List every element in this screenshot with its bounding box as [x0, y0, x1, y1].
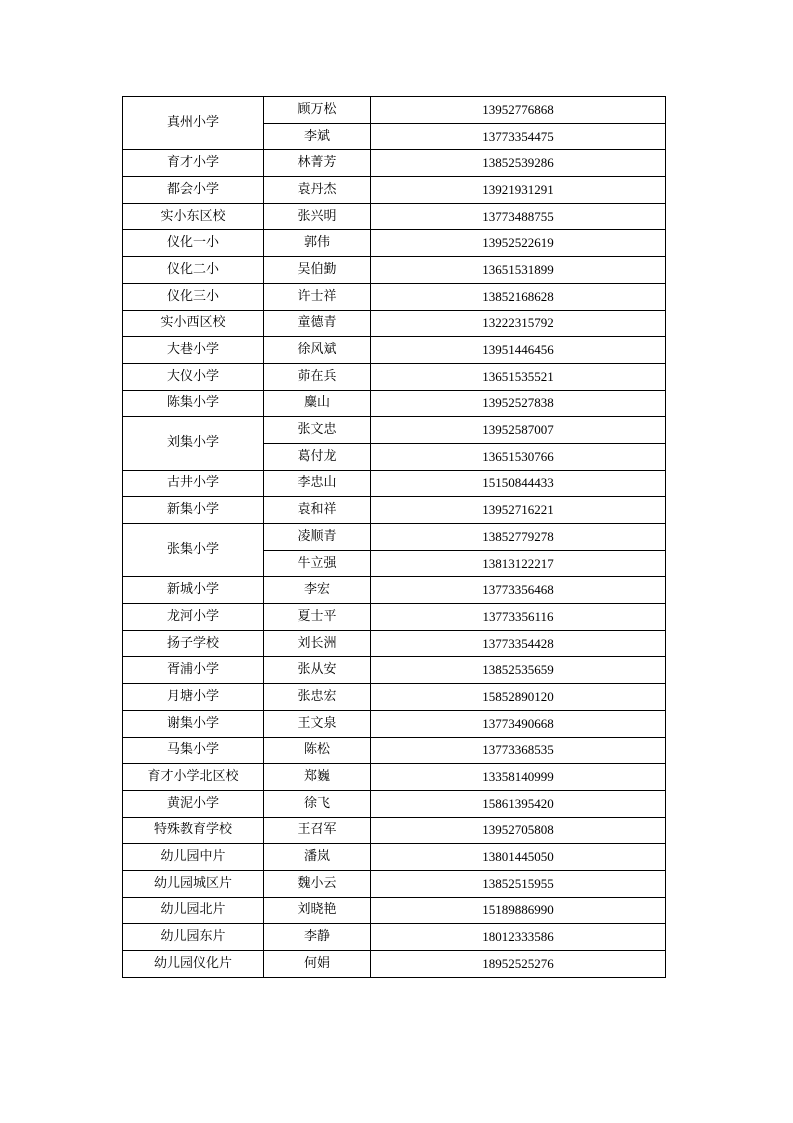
school-cell: 幼儿园中片	[123, 844, 264, 871]
school-cell: 黄泥小学	[123, 790, 264, 817]
table-row	[123, 97, 666, 124]
phone-cell: 13773490668	[371, 710, 666, 737]
school-cell: 都会小学	[123, 177, 264, 204]
table-row	[123, 897, 666, 924]
table-row	[123, 710, 666, 737]
phone-cell: 13952716221	[371, 497, 666, 524]
table-row	[123, 390, 666, 417]
phone-cell: 13852535659	[371, 657, 666, 684]
table-row	[123, 577, 666, 604]
phone-cell: 13773354428	[371, 630, 666, 657]
contact-name-cell: 郑巍	[264, 764, 371, 791]
phone-cell: 13773354475	[371, 123, 666, 150]
contact-name-cell: 凌顺青	[264, 524, 371, 551]
table-row	[123, 737, 666, 764]
school-cell: 特殊教育学校	[123, 817, 264, 844]
contacts-table	[122, 96, 666, 978]
table-row	[123, 470, 666, 497]
contact-name-cell: 张从安	[264, 657, 371, 684]
school-cell: 实小东区校	[123, 203, 264, 230]
contact-name-cell: 王召军	[264, 817, 371, 844]
table-row	[123, 657, 666, 684]
school-cell: 仪化二小	[123, 257, 264, 284]
phone-cell: 13951446456	[371, 337, 666, 364]
school-cell: 马集小学	[123, 737, 264, 764]
table-row	[123, 817, 666, 844]
phone-cell: 13773488755	[371, 203, 666, 230]
school-cell: 幼儿园仪化片	[123, 951, 264, 978]
school-cell: 育才小学北区校	[123, 764, 264, 791]
contact-name-cell: 陈松	[264, 737, 371, 764]
contact-name-cell: 李忠山	[264, 470, 371, 497]
school-cell: 实小西区校	[123, 310, 264, 337]
phone-cell: 13952522619	[371, 230, 666, 257]
phone-cell: 13773356468	[371, 577, 666, 604]
school-cell: 新集小学	[123, 497, 264, 524]
contact-name-cell: 张兴明	[264, 203, 371, 230]
phone-cell: 13651530766	[371, 443, 666, 470]
school-cell: 谢集小学	[123, 710, 264, 737]
contact-name-cell: 刘长洲	[264, 630, 371, 657]
table-row	[123, 257, 666, 284]
school-cell: 古井小学	[123, 470, 264, 497]
contact-name-cell: 徐风斌	[264, 337, 371, 364]
contact-name-cell: 潘岚	[264, 844, 371, 871]
table-row	[123, 177, 666, 204]
school-cell: 胥浦小学	[123, 657, 264, 684]
phone-cell: 18952525276	[371, 951, 666, 978]
contact-name-cell: 袁和祥	[264, 497, 371, 524]
table-row	[123, 951, 666, 978]
school-cell: 幼儿园城区片	[123, 870, 264, 897]
table-row	[123, 203, 666, 230]
contact-name-cell: 郭伟	[264, 230, 371, 257]
school-cell: 刘集小学	[123, 417, 264, 470]
contact-name-cell: 徐飞	[264, 790, 371, 817]
phone-cell: 15852890120	[371, 684, 666, 711]
table-row	[123, 417, 666, 444]
contact-name-cell: 林菁芳	[264, 150, 371, 177]
school-cell: 真州小学	[123, 97, 264, 150]
table-row	[123, 524, 666, 551]
school-cell: 月塘小学	[123, 684, 264, 711]
contact-name-cell: 李斌	[264, 123, 371, 150]
school-cell: 新城小学	[123, 577, 264, 604]
phone-cell: 13852515955	[371, 870, 666, 897]
contact-name-cell: 童德青	[264, 310, 371, 337]
phone-cell: 13852168628	[371, 283, 666, 310]
phone-cell: 13222315792	[371, 310, 666, 337]
contact-name-cell: 魏小云	[264, 870, 371, 897]
table-row	[123, 337, 666, 364]
contact-name-cell: 李静	[264, 924, 371, 951]
phone-cell: 13852779278	[371, 524, 666, 551]
school-cell: 大巷小学	[123, 337, 264, 364]
table-row	[123, 363, 666, 390]
table-row	[123, 310, 666, 337]
phone-cell: 13952587007	[371, 417, 666, 444]
phone-cell: 13773356116	[371, 604, 666, 631]
table-row	[123, 283, 666, 310]
contact-name-cell: 茆在兵	[264, 363, 371, 390]
phone-cell: 15150844433	[371, 470, 666, 497]
school-cell: 幼儿园东片	[123, 924, 264, 951]
contact-name-cell: 顾万松	[264, 97, 371, 124]
school-cell: 龙河小学	[123, 604, 264, 631]
table-row	[123, 604, 666, 631]
contact-name-cell: 许士祥	[264, 283, 371, 310]
table-row	[123, 924, 666, 951]
contact-name-cell: 刘晓艳	[264, 897, 371, 924]
phone-cell: 18012333586	[371, 924, 666, 951]
contact-name-cell: 王文泉	[264, 710, 371, 737]
school-cell: 张集小学	[123, 524, 264, 577]
school-cell: 幼儿园北片	[123, 897, 264, 924]
contact-name-cell: 何娟	[264, 951, 371, 978]
phone-cell: 13921931291	[371, 177, 666, 204]
table-row	[123, 764, 666, 791]
phone-cell: 13773368535	[371, 737, 666, 764]
school-cell: 育才小学	[123, 150, 264, 177]
table-row	[123, 150, 666, 177]
phone-cell: 13358140999	[371, 764, 666, 791]
table-row	[123, 790, 666, 817]
table-row	[123, 684, 666, 711]
phone-cell: 13651531899	[371, 257, 666, 284]
school-cell: 仪化三小	[123, 283, 264, 310]
table-row	[123, 844, 666, 871]
phone-cell: 15189886990	[371, 897, 666, 924]
phone-cell: 13813122217	[371, 550, 666, 577]
contact-name-cell: 李宏	[264, 577, 371, 604]
contact-name-cell: 张文忠	[264, 417, 371, 444]
contact-name-cell: 夏士平	[264, 604, 371, 631]
school-cell: 仪化一小	[123, 230, 264, 257]
contact-name-cell: 袁丹杰	[264, 177, 371, 204]
phone-cell: 13801445050	[371, 844, 666, 871]
table-row	[123, 230, 666, 257]
school-cell: 大仪小学	[123, 363, 264, 390]
phone-cell: 13651535521	[371, 363, 666, 390]
contact-name-cell: 牛立强	[264, 550, 371, 577]
contact-name-cell: 麋山	[264, 390, 371, 417]
contact-name-cell: 葛付龙	[264, 443, 371, 470]
table-row	[123, 497, 666, 524]
contact-name-cell: 张忠宏	[264, 684, 371, 711]
phone-cell: 13952527838	[371, 390, 666, 417]
phone-cell: 15861395420	[371, 790, 666, 817]
school-cell: 扬子学校	[123, 630, 264, 657]
school-cell: 陈集小学	[123, 390, 264, 417]
phone-cell: 13952776868	[371, 97, 666, 124]
phone-cell: 13852539286	[371, 150, 666, 177]
table-row	[123, 630, 666, 657]
table-row	[123, 870, 666, 897]
phone-cell: 13952705808	[371, 817, 666, 844]
contact-name-cell: 吴伯勤	[264, 257, 371, 284]
